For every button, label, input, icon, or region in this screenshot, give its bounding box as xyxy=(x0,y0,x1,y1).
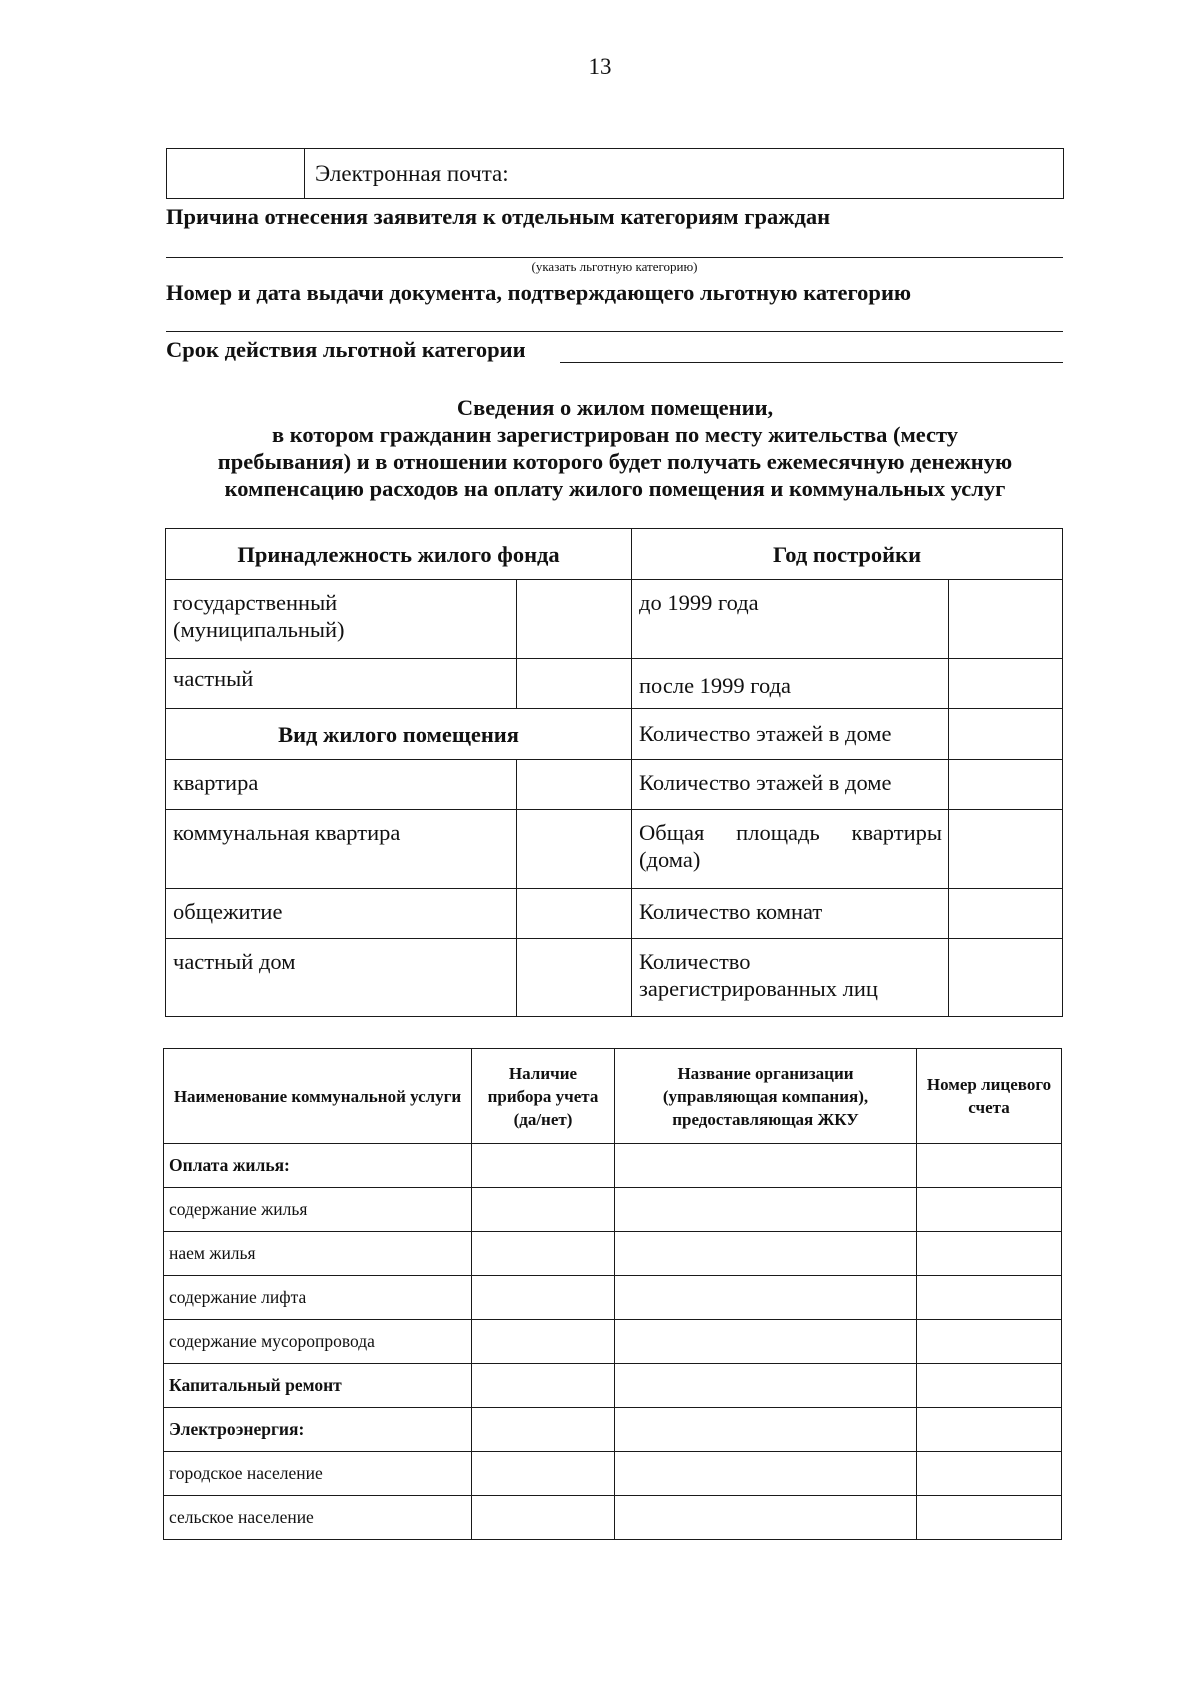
account-cell[interactable] xyxy=(917,1188,1062,1232)
email-blank-cell xyxy=(167,149,305,199)
table-row xyxy=(164,1320,1062,1364)
reason-label: Причина отнесения заявителя к отдельным категориям граждан xyxy=(166,204,831,229)
org-cell[interactable] xyxy=(615,1364,917,1408)
apartment-label: квартира xyxy=(166,760,517,810)
section-title-line-3: пребывания) и в отношении которого будет получать ежемесячную денежную xyxy=(217,449,1013,474)
meter-cell[interactable] xyxy=(472,1496,615,1540)
private-label: частный xyxy=(166,659,517,709)
section-title-line-2: в котором гражданин зарегистрирован по месту жительства (месту xyxy=(271,422,959,447)
rooms-label: Количество комнат xyxy=(632,889,949,939)
apartment-checkbox[interactable] xyxy=(517,760,632,810)
email-label[interactable]: Электронная почта: xyxy=(305,149,1064,199)
account-cell[interactable] xyxy=(917,1496,1062,1540)
meter-cell[interactable] xyxy=(472,1232,615,1276)
reason-underline[interactable] xyxy=(166,257,1063,258)
service-name: содержание лифта xyxy=(164,1276,472,1320)
service-name: Капитальный ремонт xyxy=(164,1364,472,1408)
document-underline[interactable] xyxy=(166,331,1063,332)
org-cell[interactable] xyxy=(615,1188,917,1232)
account-cell[interactable] xyxy=(917,1320,1062,1364)
year-header: Год постройки xyxy=(632,529,1063,580)
private-checkbox[interactable] xyxy=(517,659,632,709)
table-row xyxy=(164,1276,1062,1320)
after-1999-label: после 1999 года xyxy=(632,659,949,709)
table-row xyxy=(164,1452,1062,1496)
communal-checkbox[interactable] xyxy=(517,810,632,889)
before-1999-checkbox[interactable] xyxy=(949,580,1063,659)
meter-cell[interactable] xyxy=(472,1188,615,1232)
org-cell[interactable] xyxy=(615,1408,917,1452)
dormitory-label: общежитие xyxy=(166,889,517,939)
meter-cell[interactable] xyxy=(472,1364,615,1408)
org-cell[interactable] xyxy=(615,1452,917,1496)
section-title-line-4: компенсацию расходов на оплату жилого помещения и коммунальных услуг xyxy=(224,476,1006,501)
service-name: Оплата жилья: xyxy=(164,1144,472,1188)
communal-label: коммунальная квартира xyxy=(166,810,517,889)
org-cell[interactable] xyxy=(615,1276,917,1320)
ownership-header: Принадлежность жилого фонда xyxy=(166,529,632,580)
table-row xyxy=(164,1188,1062,1232)
meter-cell[interactable] xyxy=(472,1452,615,1496)
table-row xyxy=(164,1408,1062,1452)
service-name: содержание мусоропровода xyxy=(164,1320,472,1364)
floors-input-1[interactable] xyxy=(949,709,1063,760)
email-table xyxy=(166,148,1064,199)
service-name: Электроэнергия: xyxy=(164,1408,472,1452)
area-label-line: Общая площадь квартиры xyxy=(639,820,942,845)
account-cell[interactable] xyxy=(917,1144,1062,1188)
service-name: сельское население xyxy=(164,1496,472,1540)
meter-cell[interactable] xyxy=(472,1144,615,1188)
section-title-line-1: Сведения о жилом помещении, xyxy=(456,395,774,420)
account-cell[interactable] xyxy=(917,1232,1062,1276)
registered-input[interactable] xyxy=(949,939,1063,1017)
state-checkbox[interactable] xyxy=(517,580,632,659)
private-house-checkbox[interactable] xyxy=(517,939,632,1017)
services-header-org: Название организации (управляющая компания), предоставляющая ЖКУ xyxy=(615,1049,917,1144)
account-cell[interactable] xyxy=(917,1452,1062,1496)
org-cell[interactable] xyxy=(615,1232,917,1276)
reason-hint: (указать льготную категорию) xyxy=(531,259,698,274)
org-cell[interactable] xyxy=(615,1144,917,1188)
table-row xyxy=(164,1496,1062,1540)
org-cell[interactable] xyxy=(615,1496,917,1540)
services-header-account: Номер лицевого счета xyxy=(917,1049,1062,1144)
validity-label: Срок действия льготной категории xyxy=(166,337,526,362)
rooms-input[interactable] xyxy=(949,889,1063,939)
validity-underline[interactable] xyxy=(560,362,1063,363)
org-cell[interactable] xyxy=(615,1320,917,1364)
page-number: 13 xyxy=(588,54,612,79)
meter-cell[interactable] xyxy=(472,1408,615,1452)
floors-input-2[interactable] xyxy=(949,760,1063,810)
after-1999-checkbox[interactable] xyxy=(949,659,1063,709)
area-input[interactable] xyxy=(949,810,1063,889)
floors-label-1: Количество этажей в доме xyxy=(632,709,949,760)
housing-table xyxy=(165,528,1063,1017)
meter-cell[interactable] xyxy=(472,1276,615,1320)
account-cell[interactable] xyxy=(917,1364,1062,1408)
table-row xyxy=(164,1144,1062,1188)
table-row xyxy=(164,1364,1062,1408)
private-house-label: частный дом xyxy=(166,939,517,1017)
account-cell[interactable] xyxy=(917,1276,1062,1320)
state-label: государственный (муниципальный) xyxy=(166,580,517,659)
service-name: наем жилья xyxy=(164,1232,472,1276)
before-1999-label: до 1999 года xyxy=(632,580,949,659)
area-label xyxy=(632,810,949,889)
services-header-name: Наименование коммунальной услуги xyxy=(164,1049,472,1144)
document-label: Номер и дата выдачи документа, подтверждающего льготную категорию xyxy=(166,280,912,305)
service-name: содержание жилья xyxy=(164,1188,472,1232)
area-label-suffix: (дома) xyxy=(639,847,701,872)
account-cell[interactable] xyxy=(917,1408,1062,1452)
type-header: Вид жилого помещения xyxy=(166,709,632,760)
services-header-meter: Наличие прибора учета (да/нет) xyxy=(472,1049,615,1144)
floors-label-2: Количество этажей в доме xyxy=(632,760,949,810)
service-name: городское население xyxy=(164,1452,472,1496)
dormitory-checkbox[interactable] xyxy=(517,889,632,939)
table-row xyxy=(164,1232,1062,1276)
meter-cell[interactable] xyxy=(472,1320,615,1364)
registered-label: Количество зарегистрированных лиц xyxy=(632,939,949,1017)
services-table xyxy=(163,1048,1062,1540)
